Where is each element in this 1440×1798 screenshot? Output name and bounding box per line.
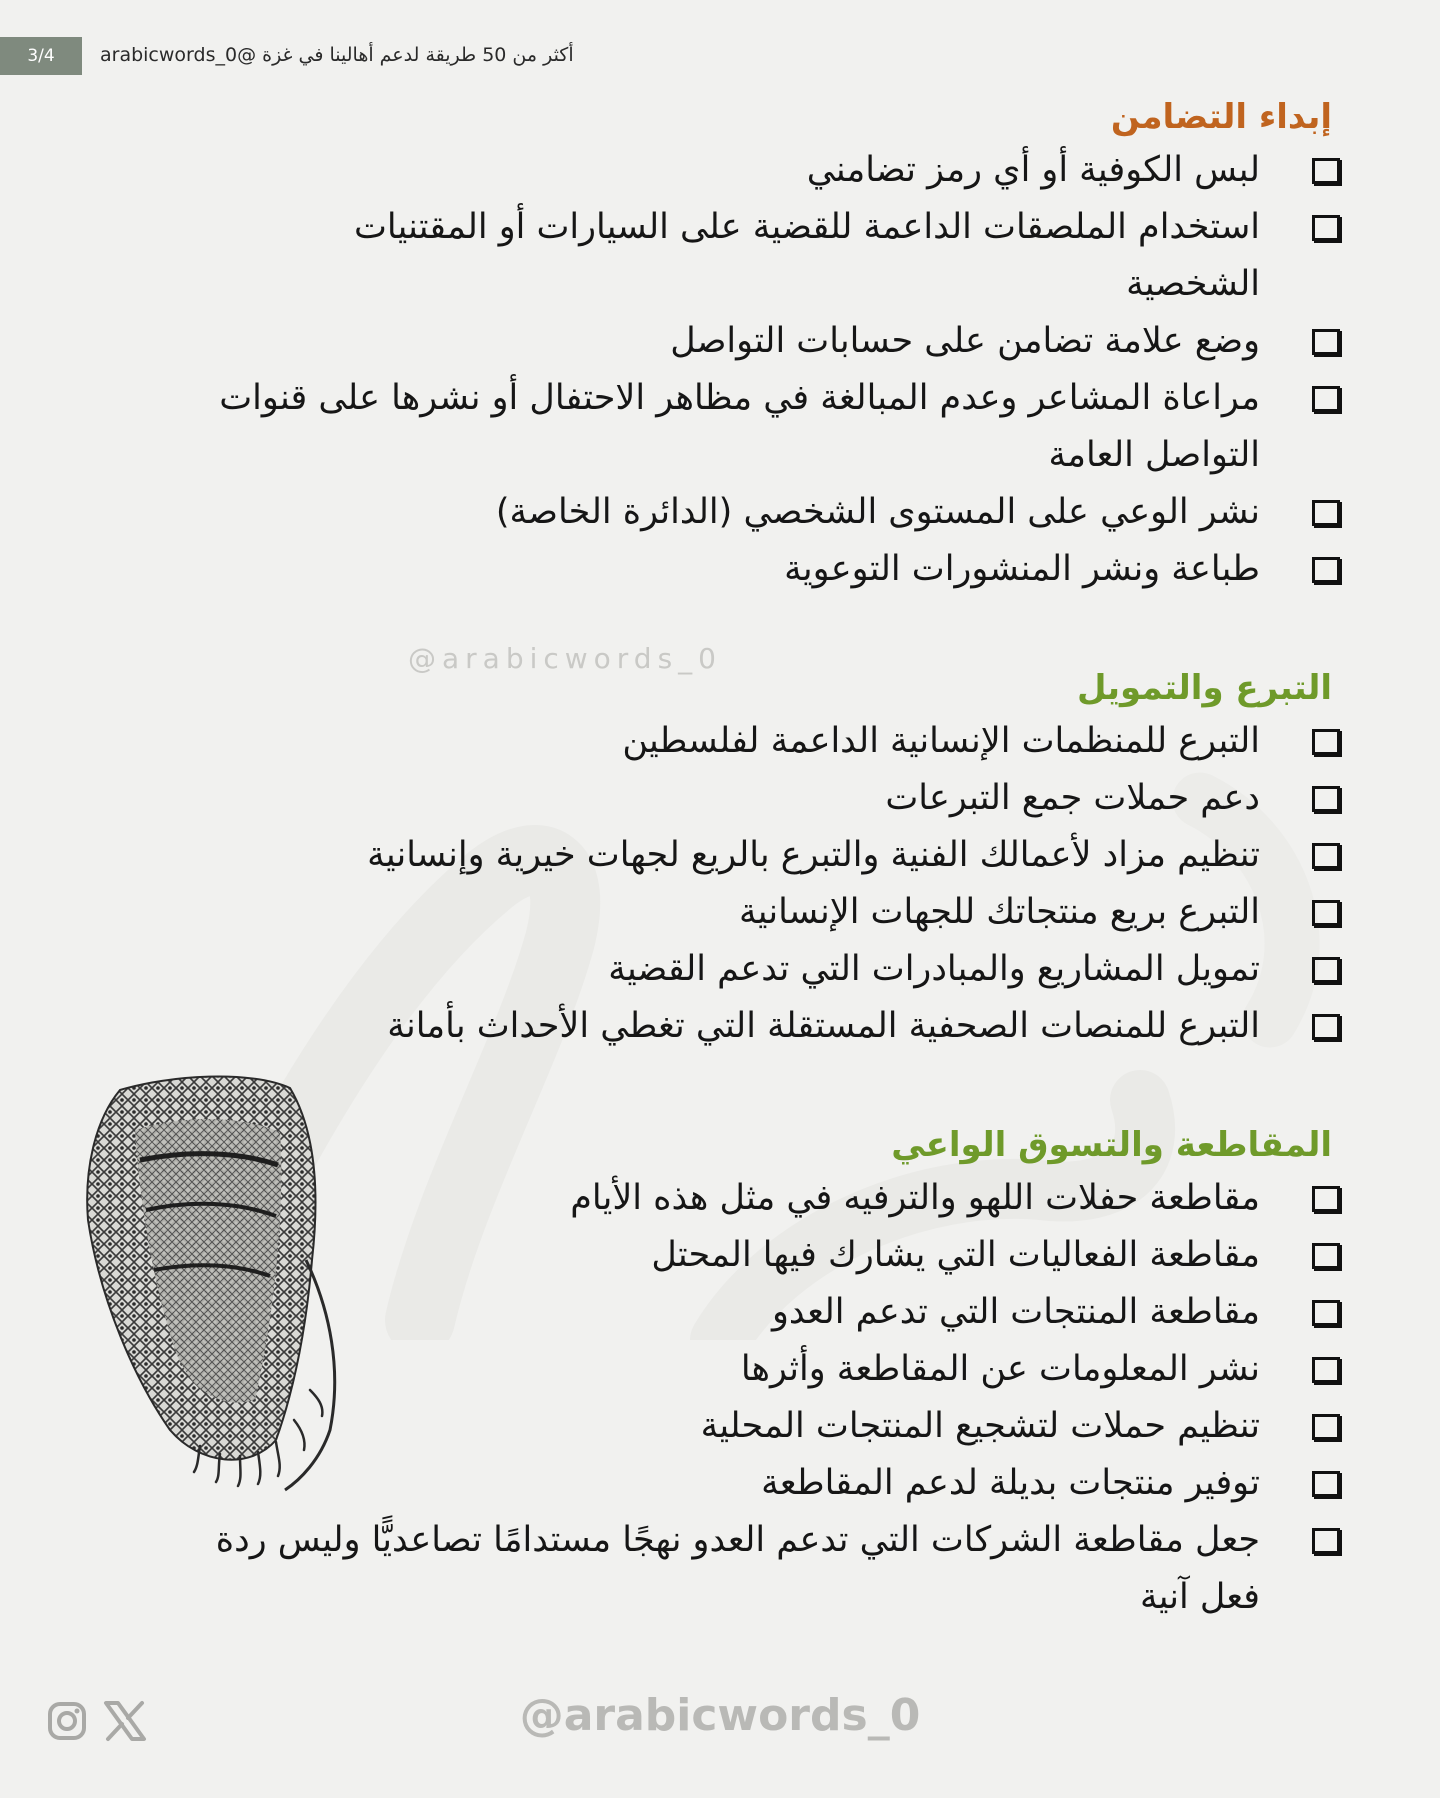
section-boycott	[110, 1120, 1340, 1626]
list-item: تمويل المشاريع والمبادرات التي تدعم القضية	[110, 941, 1340, 998]
watermark: @arabicwords_0	[407, 642, 722, 675]
list-item: مراعاة المشاعر وعدم المبالغة في مظاهر الاحتفال أو نشرها على قنوات التواصل العامة	[110, 370, 1340, 484]
checkbox-icon[interactable]	[1312, 158, 1340, 184]
checkbox-icon[interactable]	[1312, 1186, 1340, 1212]
section-donation	[110, 663, 1340, 1055]
list-item: دعم حملات جمع التبرعات	[110, 770, 1340, 827]
checkbox-icon[interactable]	[1312, 1528, 1340, 1554]
checkbox-icon[interactable]	[1312, 1414, 1340, 1440]
checkbox-icon[interactable]	[1312, 1357, 1340, 1383]
list-item: تنظيم حملات لتشجيع المنتجات المحلية	[110, 1398, 1340, 1455]
checkbox-icon[interactable]	[1312, 1243, 1340, 1269]
checkbox-icon[interactable]	[1312, 1300, 1340, 1326]
list-item: توفير منتجات بديلة لدعم المقاطعة	[110, 1455, 1340, 1512]
list-item: نشر المعلومات عن المقاطعة وأثرها	[110, 1341, 1340, 1398]
checkbox-icon[interactable]	[1312, 843, 1340, 869]
section-solidarity	[110, 92, 1340, 598]
list-item: مقاطعة المنتجات التي تدعم العدو	[110, 1284, 1340, 1341]
footer-handle: @arabicwords_0	[519, 1690, 921, 1741]
list-item: وضع علامة تضامن على حسابات التواصل	[110, 313, 1340, 370]
list-item: تنظيم مزاد لأعمالك الفنية والتبرع بالريع لجهات خيرية وإنسانية	[110, 827, 1340, 884]
list-item: التبرع بريع منتجاتك للجهات الإنسانية	[110, 884, 1340, 941]
list-item: نشر الوعي على المستوى الشخصي (الدائرة الخاصة)	[110, 484, 1340, 541]
checkbox-icon[interactable]	[1312, 729, 1340, 755]
section-title-solidarity: إبداء التضامن	[1110, 97, 1332, 137]
list-item: مقاطعة حفلات اللهو والترفيه في مثل هذه الأيام	[110, 1170, 1340, 1227]
checkbox-icon[interactable]	[1312, 1014, 1340, 1040]
section-title-donation: التبرع والتمويل	[1076, 668, 1332, 708]
checkbox-icon[interactable]	[1312, 786, 1340, 812]
list-item: التبرع للمنصات الصحفية المستقلة التي تغطي الأحداث بأمانة	[110, 998, 1340, 1055]
list-item: مقاطعة الفعاليات التي يشارك فيها المحتل	[110, 1227, 1340, 1284]
checkbox-icon[interactable]	[1312, 329, 1340, 355]
page-indicator: 3/4	[0, 37, 82, 75]
checkbox-icon[interactable]	[1312, 1471, 1340, 1497]
section-title-boycott: المقاطعة والتسوق الواعي	[891, 1125, 1332, 1165]
list-item: لبس الكوفية أو أي رمز تضامني	[110, 142, 1340, 199]
checkbox-icon[interactable]	[1312, 557, 1340, 583]
checkbox-icon[interactable]	[1312, 215, 1340, 241]
content-area	[110, 92, 1340, 1626]
checkbox-icon[interactable]	[1312, 900, 1340, 926]
list-item: استخدام الملصقات الداعمة للقضية على السيارات أو المقتنيات الشخصية	[110, 199, 1340, 313]
checkbox-icon[interactable]	[1312, 386, 1340, 412]
checkbox-icon[interactable]	[1312, 500, 1340, 526]
list-item: جعل مقاطعة الشركات التي تدعم العدو نهجًا مستدامًا تصاعديًّا وليس ردة فعل آنية	[110, 1512, 1340, 1626]
list-item: التبرع للمنظمات الإنسانية الداعمة لفلسطين	[110, 713, 1340, 770]
header-title: أكثر من 50 طريقة لدعم أهالينا في غزة @arabicwords_0	[100, 44, 574, 66]
checkbox-icon[interactable]	[1312, 957, 1340, 983]
list-item: طباعة ونشر المنشورات التوعوية	[110, 541, 1340, 598]
